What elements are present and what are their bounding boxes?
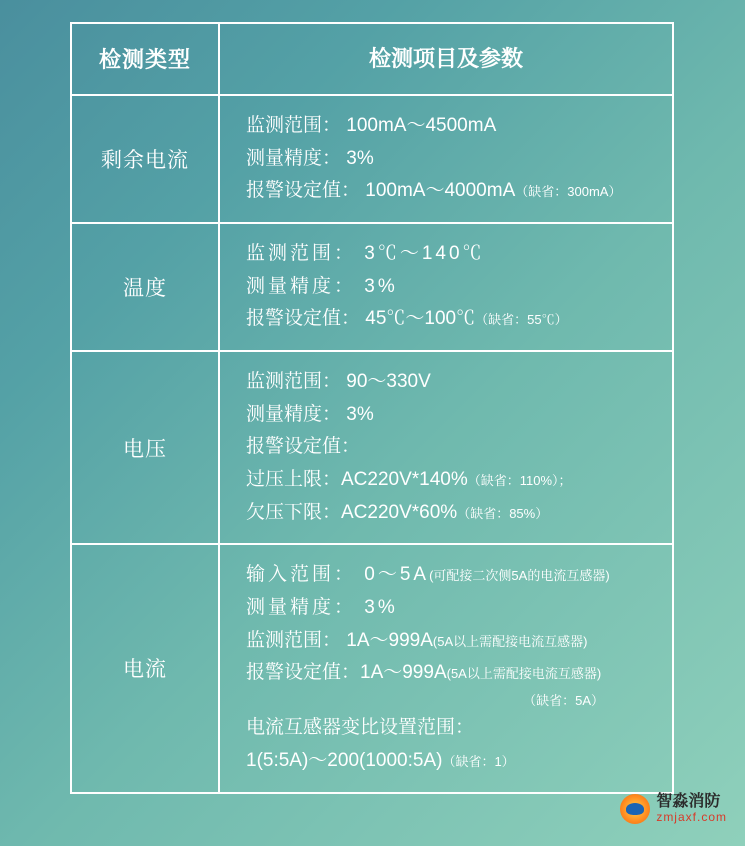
detail-line-text: 欠压下限：AC220V*60%: [246, 501, 458, 523]
detail-line: [246, 625, 662, 658]
detail-line-text: 报警设定值：1A〜999A: [246, 662, 447, 684]
watermark-text: [656, 794, 727, 823]
table-row: [72, 224, 672, 352]
detail-line-text: 测量精度： 3%: [246, 275, 398, 297]
detail-line: [246, 271, 662, 304]
detail-line-text: 监测范围： 3℃〜140℃: [246, 242, 485, 264]
row-type-label: 电压: [72, 352, 220, 543]
detail-line: [246, 592, 662, 625]
detail-line: [246, 712, 662, 745]
detail-line-note: （缺省：85%）: [457, 505, 549, 521]
detail-line-text: 输入范围： 0〜5A: [246, 564, 430, 586]
detail-line-text: 测量精度： 3%: [246, 147, 374, 169]
flame-logo-icon: [620, 794, 650, 824]
row-type-label: 温度: [72, 224, 220, 350]
detail-line: [246, 464, 662, 497]
watermark-subtitle: zmjaxf.com: [656, 810, 727, 825]
detail-line-text: 监测范围： 100mA〜4500mA: [246, 114, 497, 136]
table-header-row: [72, 24, 672, 96]
detail-line-text: 测量精度： 3%: [246, 403, 374, 425]
header-cell-detail: 检测项目及参数: [368, 46, 523, 71]
detail-line-text: 报警设定值：: [246, 436, 361, 458]
detail-line-note: (5A以上需配接电流互感器): [446, 666, 602, 682]
detail-line: [246, 366, 662, 399]
detail-line-text: 报警设定值： 100mA〜4000mA: [246, 180, 516, 202]
detail-line: [246, 745, 662, 778]
detail-line: [246, 143, 662, 176]
watermark-title: 智淼消防: [656, 793, 721, 811]
watermark: [620, 794, 727, 824]
row-detail: [220, 545, 672, 791]
detail-line-text: 监测范围： 1A〜999A: [246, 629, 433, 651]
header-cell-type: 检测类型: [72, 24, 220, 94]
detail-line: [246, 657, 662, 690]
detail-line-text: 过压上限：AC220V*140%: [246, 468, 468, 490]
row-detail: [220, 96, 672, 222]
detail-line-text: 电流互感器变比设置范围：: [246, 717, 475, 739]
detail-line-text: 监测范围： 90〜330V: [246, 370, 431, 392]
detail-line-text: 1(5:5A)〜200(1000:5A): [246, 749, 443, 771]
detail-line: [246, 238, 662, 271]
table-row: [72, 545, 672, 791]
table-row: [72, 96, 672, 224]
detail-line: [246, 175, 662, 208]
detail-line: [246, 431, 662, 464]
row-detail: [220, 224, 672, 350]
detail-line-note: （缺省：55℃）: [475, 312, 568, 328]
detail-line-text: 测量精度： 3%: [246, 596, 398, 618]
detail-line-note: (可配接二次侧5A的电流互感器): [429, 568, 610, 584]
detail-line-note: （缺省：300mA）: [515, 184, 622, 200]
detail-line: [246, 559, 662, 592]
row-type-label: 剩余电流: [72, 96, 220, 222]
detail-note-line: （缺省：5A）: [523, 692, 604, 708]
detail-line-text: 报警设定值： 45℃〜100℃: [246, 308, 476, 330]
detail-line: [246, 399, 662, 432]
row-detail: [220, 352, 672, 543]
row-type-label: 电流: [72, 545, 220, 791]
detail-line: [246, 303, 662, 336]
detail-line-note: （缺省：110%）；: [467, 472, 572, 488]
detail-line-note: (5A以上需配接电流互感器): [432, 633, 588, 649]
parameter-table: [70, 22, 674, 794]
detail-line-note: （缺省：1）: [442, 753, 515, 769]
table-row: [72, 352, 672, 545]
detail-line: [246, 497, 662, 530]
detail-line: [246, 110, 662, 143]
